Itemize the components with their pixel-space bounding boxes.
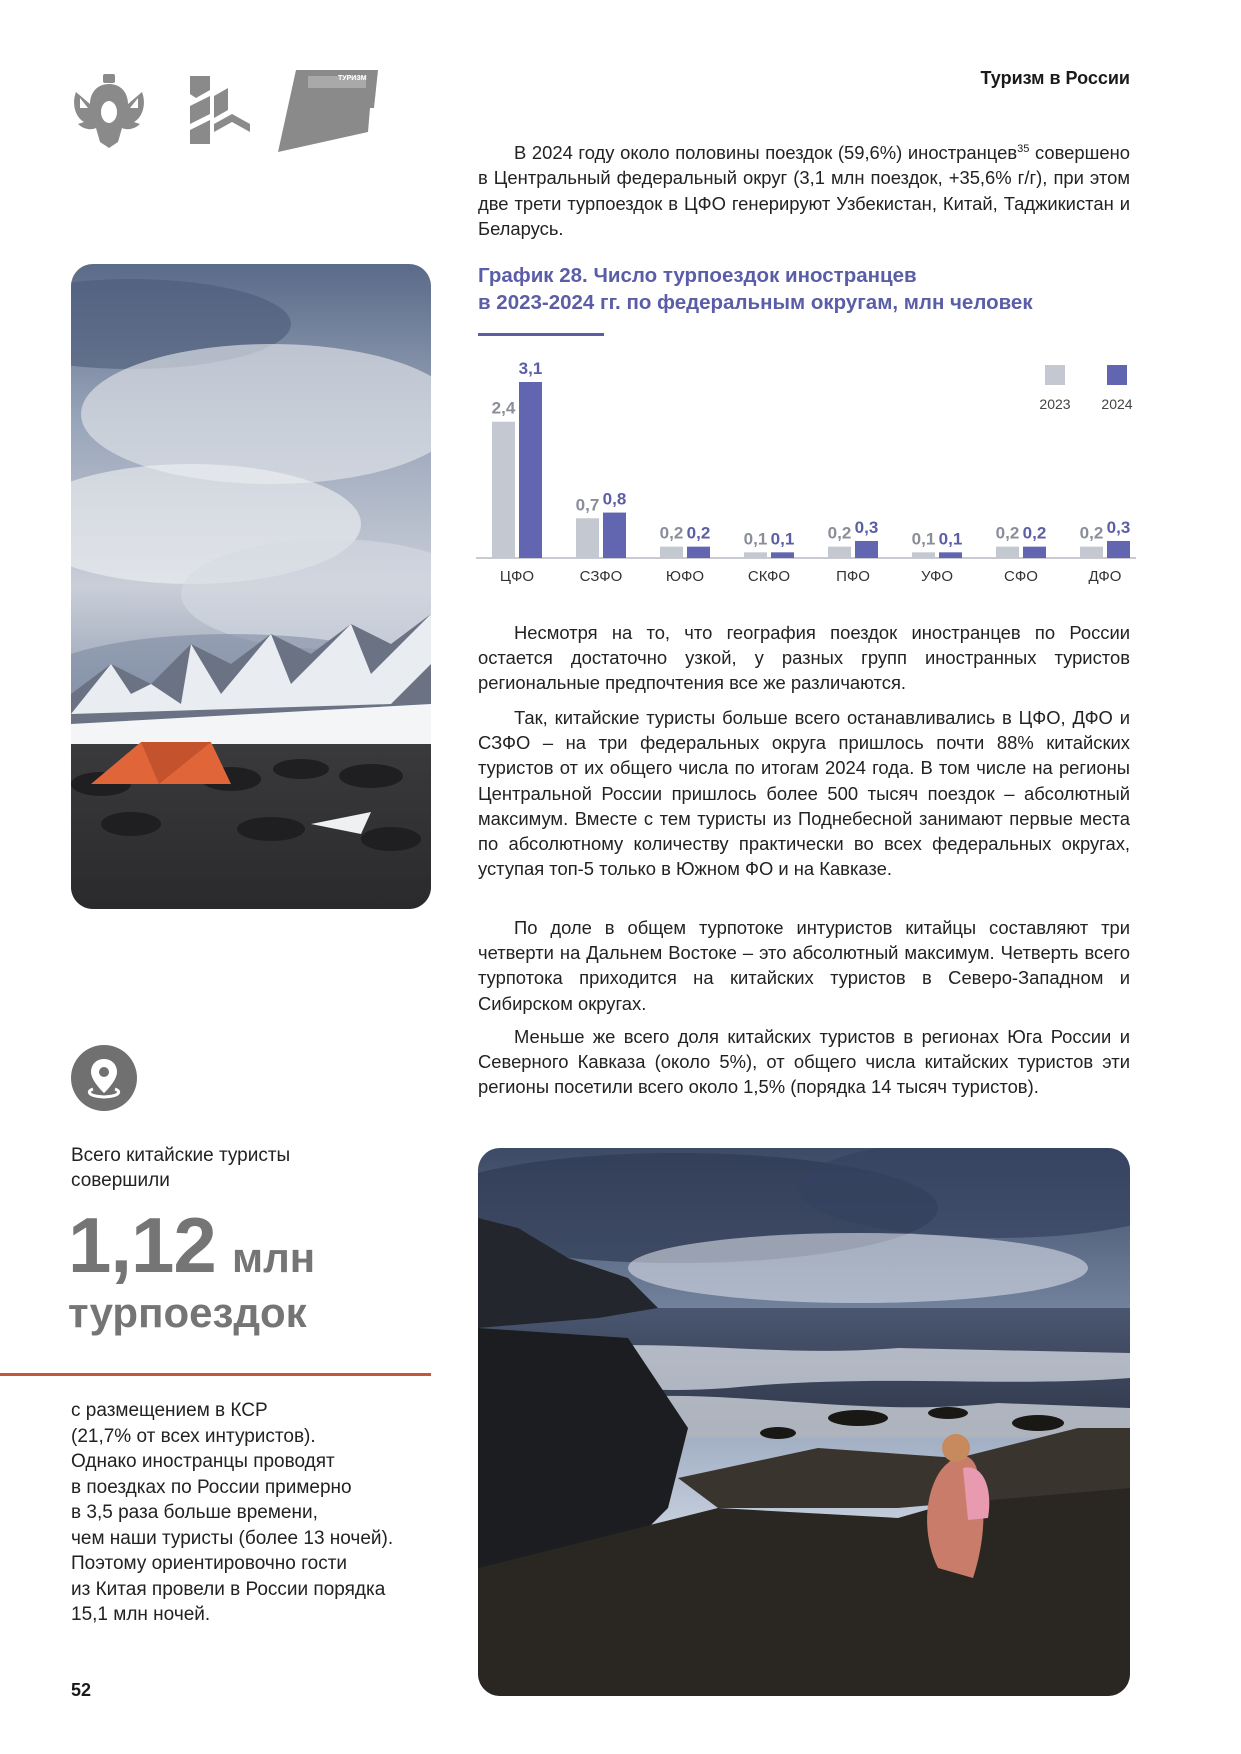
paragraph-2: Так, китайские туристы больше всего останавливались в ЦФО, ДФО и СЗФО – на три федеральных округа пришлось почти 88% китайских туристов от их общего числа по итогам 2024 года. В том числе на регионы Центральной России пришлось более 500 тысяч поездок – абсолютный максимум. Вместе с тем туристы из Поднебесной занимают первые места по абсолютному количеству практически во всех федеральных округах, уступая топ-5 только в Южном ФО и на Кавказе. xyxy=(478,707,1130,880)
category-label: СЗФО xyxy=(579,568,623,585)
legend-swatch-2024 xyxy=(1107,365,1127,385)
location-pin-icon xyxy=(71,1045,137,1111)
chart-title-line-2: в 2023-2024 гг. по федеральным округам, млн человек xyxy=(478,291,1033,314)
bar-2024-СФО xyxy=(1023,547,1046,558)
bar-value-label: 0,1 xyxy=(938,529,963,549)
bar-chart xyxy=(470,352,1140,590)
bar-value-label: 0,2 xyxy=(686,523,711,543)
category-label: ЦФО xyxy=(499,568,535,585)
location-pin-badge xyxy=(71,1045,137,1111)
bar-2024-СКФО xyxy=(771,552,794,558)
bar-2023-СЗФО xyxy=(576,518,599,558)
stat-line: Поэтому ориентировочно гости xyxy=(71,1553,348,1574)
bar-2024-ЮФО xyxy=(687,547,710,558)
footnote-ref: 35 xyxy=(1017,143,1030,155)
bar-2024-ЦФО xyxy=(519,382,542,558)
stat-description xyxy=(71,1398,431,1628)
chart-title-line-1: График 28. Число турпоездок иностранцев xyxy=(478,264,917,287)
stat-subtitle: турпоездок xyxy=(68,1289,307,1336)
stat-line: 15,1 млн ночей. xyxy=(71,1604,211,1625)
bar-value-label: 0,7 xyxy=(575,495,600,515)
bar-value-label: 0,3 xyxy=(1106,517,1131,537)
bar-2023-ЦФО xyxy=(492,422,515,558)
bar-value-label: 0,2 xyxy=(1022,523,1047,543)
bar-2023-ПФО xyxy=(828,547,851,558)
chart-title-rule xyxy=(478,333,604,336)
tourism-agency-logo xyxy=(188,76,252,146)
bar-2023-СКФО xyxy=(744,552,767,558)
paragraph-3: По доле в общем турпотоке интуристов китайцы составляют три четверти на Дальнем Востоке – это абсолютный максимум. Четверть всего турпотока приходится на китайских туристов в Северо-Западном и Сибирском округах. xyxy=(478,917,1130,1014)
stat-divider xyxy=(0,1373,431,1376)
stat-label-line-2: совершили xyxy=(71,1170,170,1191)
legend-label: 2023 xyxy=(1039,396,1071,412)
bar-value-label: 0,2 xyxy=(659,523,684,543)
intro-text-start: В 2024 году около половины поездок (59,6%) иностранцев xyxy=(514,142,1018,164)
coat-of-arms-logo xyxy=(66,72,152,152)
bar-value-label: 3,1 xyxy=(518,359,543,378)
bar-value-label: 0,1 xyxy=(743,529,768,549)
bar-2024-ПФО xyxy=(855,541,878,558)
chart-title xyxy=(478,262,1138,316)
stat-label-line-1: Всего китайские туристы xyxy=(71,1145,291,1166)
bar-2024-ДФО xyxy=(1107,541,1130,558)
paragraph-1: Несмотря на то, что география поездок иностранцев по России остается достаточно узкой, у разных групп иностранных туристов региональные предпочтения все же различаются. xyxy=(478,622,1130,694)
bar-2023-ЮФО xyxy=(660,547,683,558)
legend-label: 2024 xyxy=(1101,396,1133,412)
bar-value-label: 0,8 xyxy=(602,489,627,509)
mountain-camp-photo xyxy=(71,264,431,909)
bar-2024-УФО xyxy=(939,552,962,558)
stat-label xyxy=(71,1143,371,1193)
stat-line: из Китая провели в России порядка xyxy=(71,1578,386,1600)
section-title: Туризм в России xyxy=(980,68,1130,88)
bar-2023-ДФО xyxy=(1080,547,1103,558)
bar-2023-СФО xyxy=(996,547,1019,558)
bar-value-label: 0,2 xyxy=(995,523,1020,543)
category-label: УФО xyxy=(920,568,954,585)
badge-text: ТУРИЗМ xyxy=(338,75,367,82)
coastline-photo xyxy=(478,1148,1130,1696)
category-label: ПФО xyxy=(836,568,870,585)
intro-paragraph xyxy=(478,137,1130,241)
category-label: ЮФО xyxy=(665,568,705,585)
stat-number: 1,12 xyxy=(68,1201,216,1289)
stat-line: в поездках по России примерно xyxy=(71,1476,352,1498)
legend-swatch-2023 xyxy=(1045,365,1065,385)
category-label: ДФО xyxy=(1088,568,1122,585)
stat-line: чем наши туристы (более 13 ночей). xyxy=(71,1527,394,1549)
tourism-badge-logo xyxy=(278,70,378,152)
bar-value-label: 2,4 xyxy=(491,398,516,418)
paragraph-4: Меньше же всего доля китайских туристов в регионах Юга России и Северного Кавказа (около 5%), от общего числа китайских туристов эти регионы посетили всего около 1,5% (порядка 14 тысяч туристов). xyxy=(478,1026,1130,1098)
stat-line: (21,7% от всех интуристов). xyxy=(71,1425,316,1447)
stat-line: с размещением в КСР xyxy=(71,1400,268,1421)
bar-value-label: 0,1 xyxy=(770,529,795,549)
bar-value-label: 0,1 xyxy=(911,529,936,549)
bar-value-label: 0,2 xyxy=(1079,523,1104,543)
stat-line: в 3,5 раза больше времени, xyxy=(71,1502,318,1523)
stat-unit: млн xyxy=(232,1234,316,1281)
bar-value-label: 0,2 xyxy=(827,523,852,543)
bar-value-label: 0,3 xyxy=(854,517,879,537)
category-label: СФО xyxy=(1004,568,1038,585)
category-label: СКФО xyxy=(747,568,791,585)
stat-line: Однако иностранцы проводят xyxy=(71,1451,335,1472)
bar-2023-УФО xyxy=(912,552,935,558)
page-number: 52 xyxy=(71,1680,92,1700)
intro-text-end: совершено в Центральный федеральный округ (3,1 млн поездок, +35,6% г/г), при этом две трети турпоездок в ЦФО генерируют Узбекистан, Китай, Таджикистан и Беларусь. xyxy=(478,142,1131,239)
bar-2024-СЗФО xyxy=(603,513,626,558)
